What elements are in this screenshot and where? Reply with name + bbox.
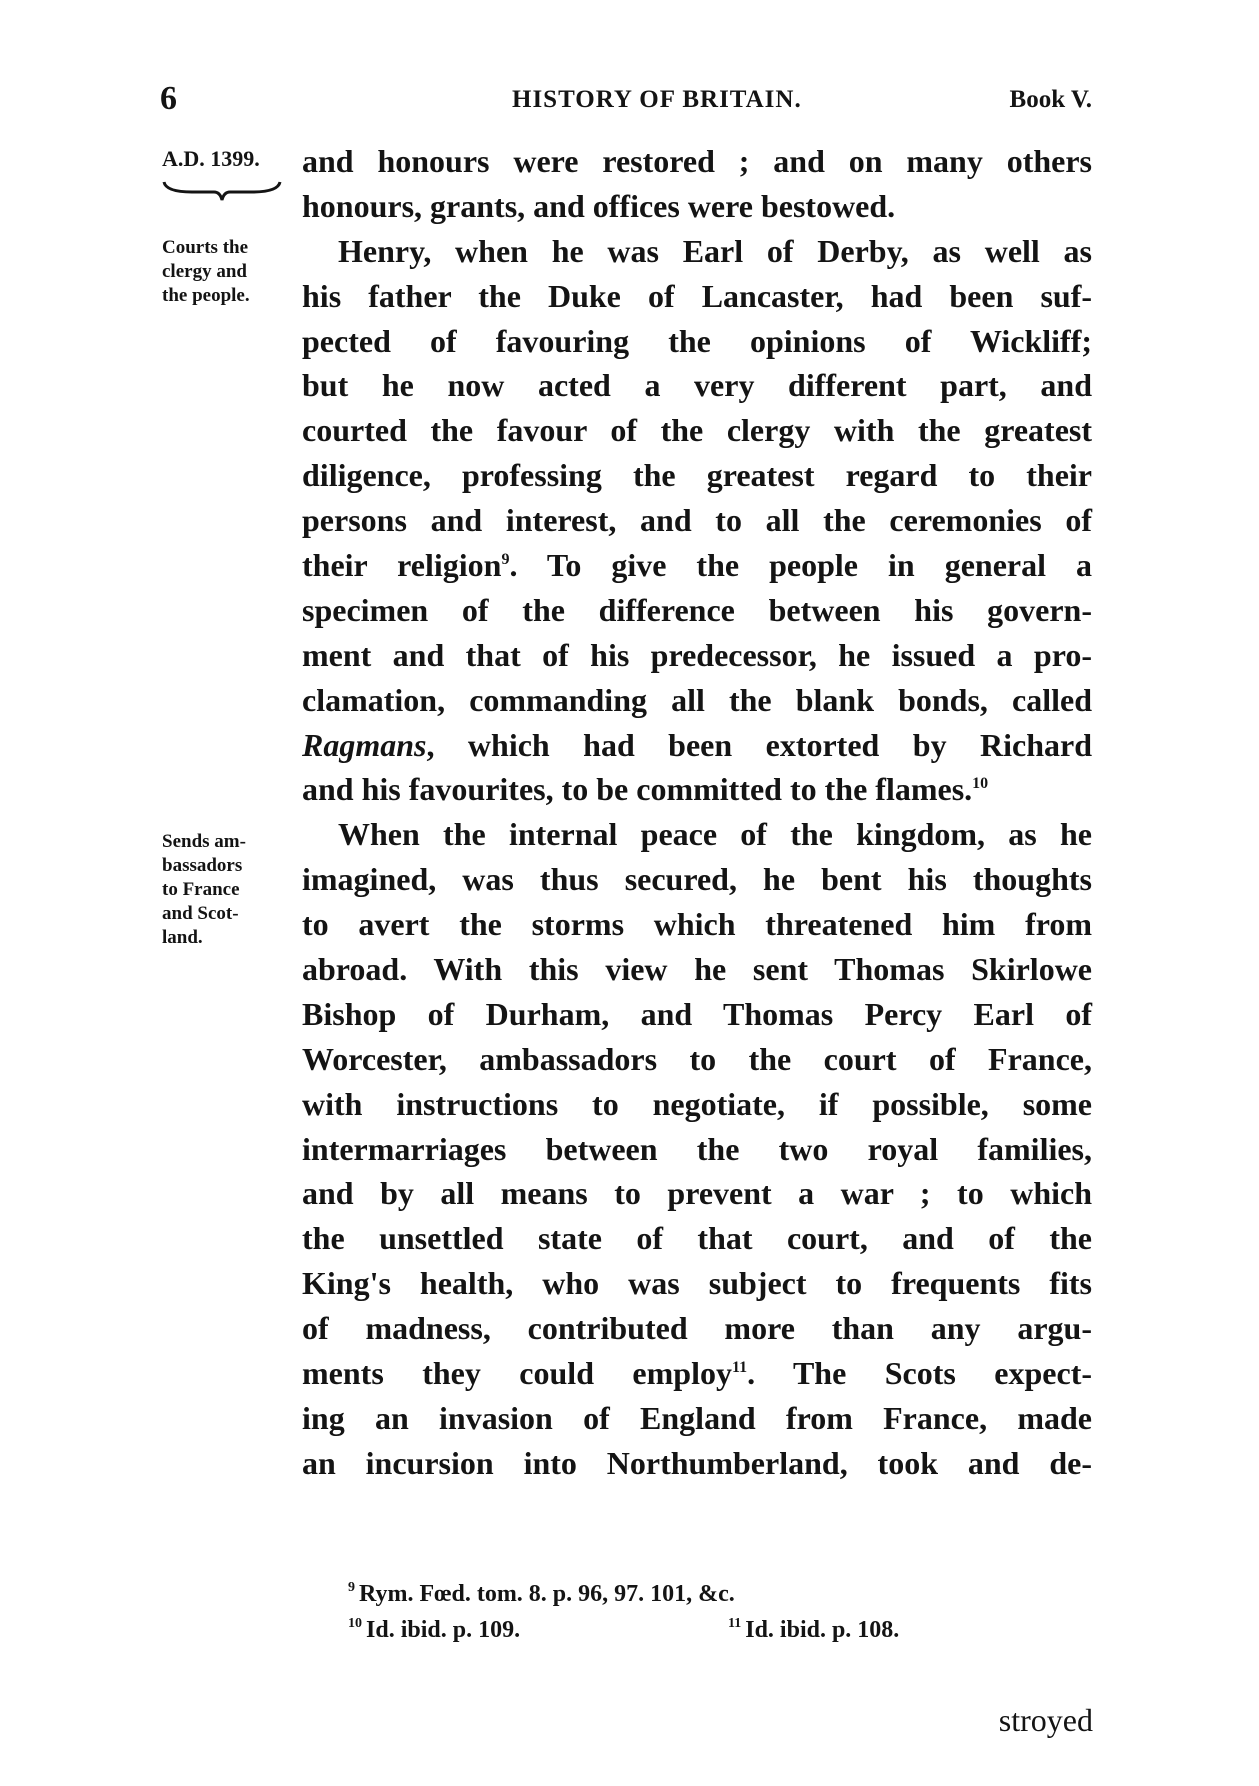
brace-icon bbox=[162, 180, 282, 202]
text-line: an incursion into Northumberland, took and de- bbox=[302, 1444, 1092, 1481]
footnote-9 bbox=[348, 1570, 1068, 1606]
text-line: intermarriages between the two royal families, bbox=[302, 1130, 1092, 1167]
text-line: diligence, professing the greatest regard to their bbox=[302, 457, 1092, 494]
footnote-mark: 9 bbox=[348, 1580, 355, 1595]
text-line: persons and interest, and to all the ceremonies of bbox=[302, 502, 1092, 539]
text-line: his father the Duke of Lancaster, had been suf- bbox=[302, 277, 1092, 314]
margin-note-ambassadors bbox=[162, 830, 282, 950]
margin-note-line: bassadors bbox=[162, 855, 243, 876]
text-line: ing an invasion of England from France, made bbox=[302, 1399, 1092, 1436]
margin-note-line: Sends am- bbox=[162, 831, 246, 852]
text-line: clamation, commanding all the blank bonds, called bbox=[302, 681, 1092, 718]
text-line: ment and that of his predecessor, he issued a pro- bbox=[302, 636, 1092, 673]
footnote-text: Id. ibid. p. 108. bbox=[745, 1617, 900, 1643]
catchword: stroyed bbox=[998, 1702, 1093, 1738]
text-line: courted the favour of the clergy with the greatest bbox=[302, 412, 1092, 449]
text-fragment: and his favourites, to be committed to the flames. bbox=[302, 771, 973, 808]
text-line: the unsettled state of that court, and of the bbox=[302, 1220, 1092, 1257]
text-line: of madness, contributed more than any argu- bbox=[302, 1310, 1092, 1347]
body-text bbox=[302, 139, 1092, 1486]
text-line: specimen of the difference between his govern- bbox=[302, 591, 1092, 628]
text-line: Bishop of Durham, and Thomas Percy Earl of bbox=[302, 995, 1092, 1032]
text-line: but he now acted a very different part, and bbox=[302, 367, 1092, 404]
text-line: honours, grants, and offices were bestowed. bbox=[302, 187, 896, 224]
text-line: and by all means to prevent a war ; to which bbox=[302, 1175, 1092, 1212]
footnote-ref: 10 bbox=[972, 775, 989, 793]
text-line: to avert the storms which threatened him from bbox=[302, 906, 1092, 943]
text-line bbox=[302, 723, 1092, 768]
footnote-text: Id. ibid. p. 109. bbox=[366, 1617, 521, 1643]
text-line bbox=[302, 1351, 1092, 1396]
margin-note-line: land. bbox=[162, 927, 203, 948]
footnote-ref: 11 bbox=[731, 1359, 748, 1377]
footnote-mark: 10 bbox=[348, 1616, 362, 1631]
page-number: 6 bbox=[160, 80, 177, 117]
text-line: imagined, was thus secured, he bent his thoughts bbox=[302, 861, 1092, 898]
text-line: Worcester, ambassadors to the court of France, bbox=[302, 1040, 1092, 1077]
text-fragment: . The Scots expect- bbox=[747, 1355, 1092, 1392]
text-fragment: their religion bbox=[302, 547, 502, 584]
text-line bbox=[302, 767, 1092, 812]
footnote-10-11 bbox=[348, 1606, 1068, 1642]
text-line: and honours were restored ; and on many others bbox=[302, 143, 1092, 179]
text-line: King's health, who was subject to frequents fits bbox=[302, 1265, 1092, 1302]
text-line: pected of favouring the opinions of Wickliff; bbox=[302, 322, 1092, 359]
margin-note-line: Courts the bbox=[162, 237, 249, 258]
text-line: abroad. With this view he sent Thomas Skirlowe bbox=[302, 951, 1092, 988]
margin-note-line: to France bbox=[162, 879, 240, 900]
text-fragment: , which had been extorted by Richard bbox=[426, 726, 1092, 763]
book-label: Book V. bbox=[1009, 86, 1092, 113]
running-head bbox=[152, 80, 1092, 120]
text-line: with instructions to negotiate, if possible, some bbox=[302, 1085, 1092, 1122]
margin-note-line: clergy and bbox=[162, 261, 247, 282]
text-fragment: . To give the people in general a bbox=[509, 547, 1093, 584]
footnotes bbox=[348, 1570, 1068, 1642]
text-line bbox=[302, 543, 1092, 588]
margin-date: A.D. 1399. bbox=[162, 146, 260, 171]
margin-note-courts bbox=[162, 236, 282, 308]
running-title: HISTORY OF BRITAIN. bbox=[512, 86, 802, 113]
text-line: When the internal peace of the kingdom, as he bbox=[338, 816, 1092, 853]
footnote-text: Rym. Fœd. tom. 8. p. 96, 97. 101, &c. bbox=[359, 1581, 735, 1607]
text-line: Henry, when he was Earl of Derby, as well as bbox=[338, 232, 1092, 269]
text-fragment-italic: Ragmans bbox=[302, 726, 427, 763]
footnote-11 bbox=[728, 1606, 899, 1648]
footnote-ref: 9 bbox=[501, 551, 510, 569]
margin-note-line: and Scot- bbox=[162, 903, 239, 924]
text-fragment: ments they could employ bbox=[302, 1355, 732, 1392]
margin-note-line: the people. bbox=[162, 285, 250, 306]
footnote-mark: 11 bbox=[728, 1616, 742, 1631]
